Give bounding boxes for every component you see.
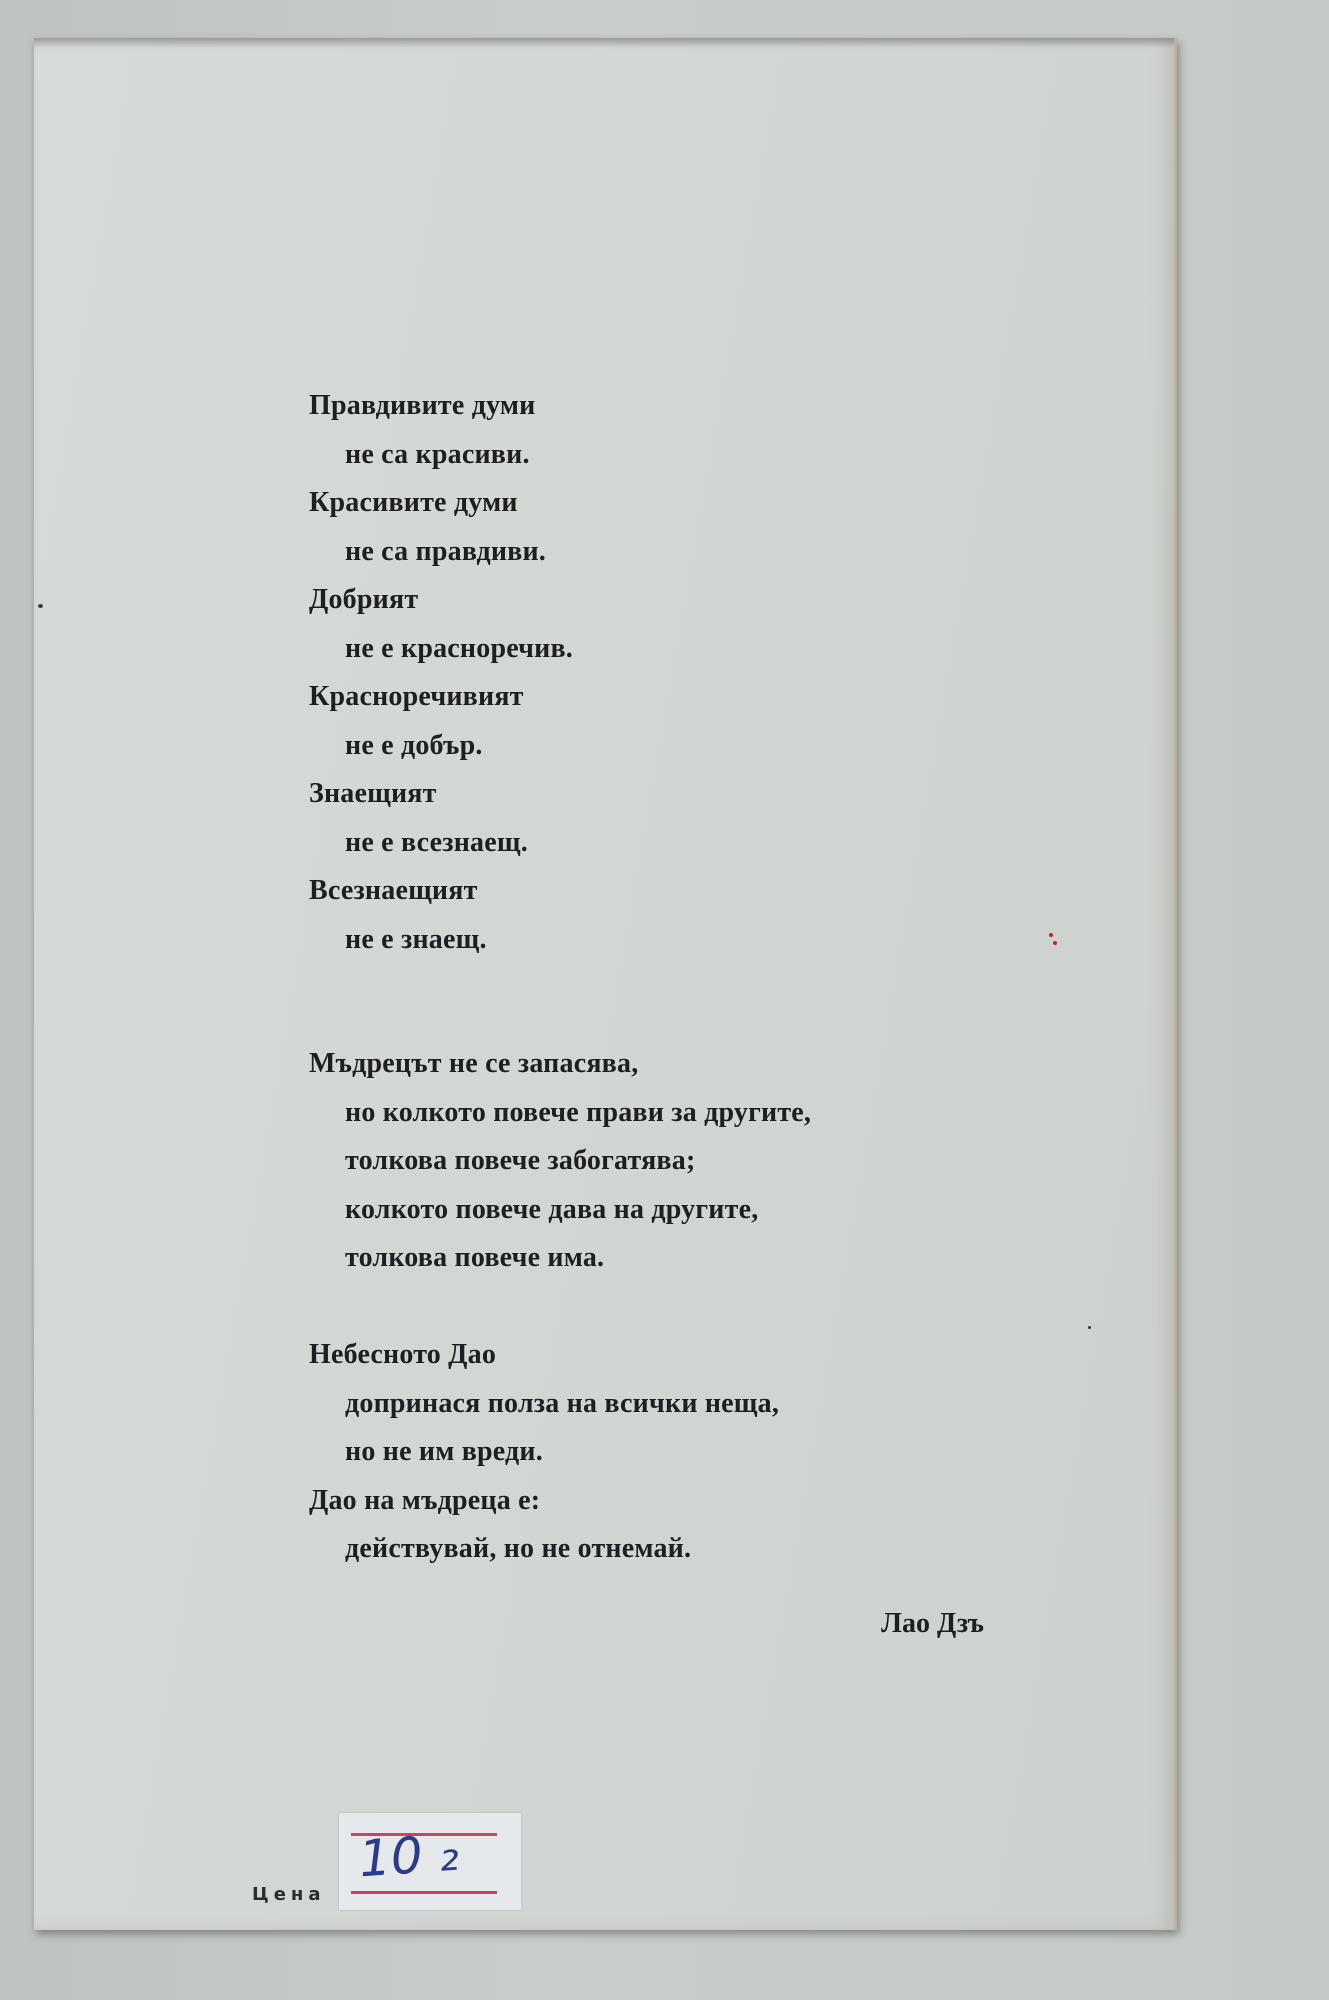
book-back-cover	[34, 38, 1177, 1930]
poem-line: не е знаещ.	[345, 923, 487, 955]
poem-line: колкото повече дава на другите,	[345, 1193, 759, 1225]
poem-line: Добрият	[309, 584, 419, 615]
price-value: 10 ₂	[357, 1823, 461, 1889]
poem-line: толкова повече има.	[345, 1242, 605, 1273]
poem-line: но не им вреди.	[345, 1436, 543, 1467]
poem-line: Правдивите думи	[309, 390, 536, 421]
poem-line: Всезнаещият	[309, 875, 478, 906]
sticker-rule-bottom	[351, 1891, 497, 1894]
poem-line: допринася полза на всички неща,	[345, 1387, 780, 1419]
poem-line: действувай, но не отнемай.	[345, 1533, 692, 1564]
poem-line: но колкото повече прави за другите,	[345, 1096, 812, 1128]
paper-speck	[1088, 1326, 1091, 1329]
poem-line: Знаещият	[309, 778, 437, 809]
poem-line: не е добър.	[345, 729, 483, 761]
poem-line: толкова повече забогатява;	[345, 1145, 696, 1176]
red-ink-speck	[1049, 933, 1053, 937]
poem-author: Лао Дзъ	[881, 1608, 984, 1639]
poem-stanza-3	[309, 1331, 779, 1574]
poem-stanza-2	[309, 1040, 811, 1283]
poem-line: Мъдрецът не се запасява,	[309, 1048, 639, 1079]
poem-line: Небесното Дао	[309, 1339, 497, 1370]
poem-line: не са красиви.	[345, 438, 530, 470]
poem-line: не е красноречив.	[345, 632, 574, 664]
price-label: Цена	[252, 1884, 326, 1905]
poem-stanza-1	[309, 382, 573, 964]
poem-line: Дао на мъдреца е:	[309, 1484, 541, 1516]
poem-line: Красивите думи	[309, 487, 518, 518]
poem-line: не е всезнаещ.	[345, 826, 528, 858]
poem-line: Красноречивият	[309, 681, 524, 712]
red-ink-speck	[1053, 941, 1057, 945]
poem-line: не са правдиви.	[345, 535, 547, 567]
paper-speck	[38, 604, 43, 608]
price-sticker	[339, 1813, 521, 1910]
